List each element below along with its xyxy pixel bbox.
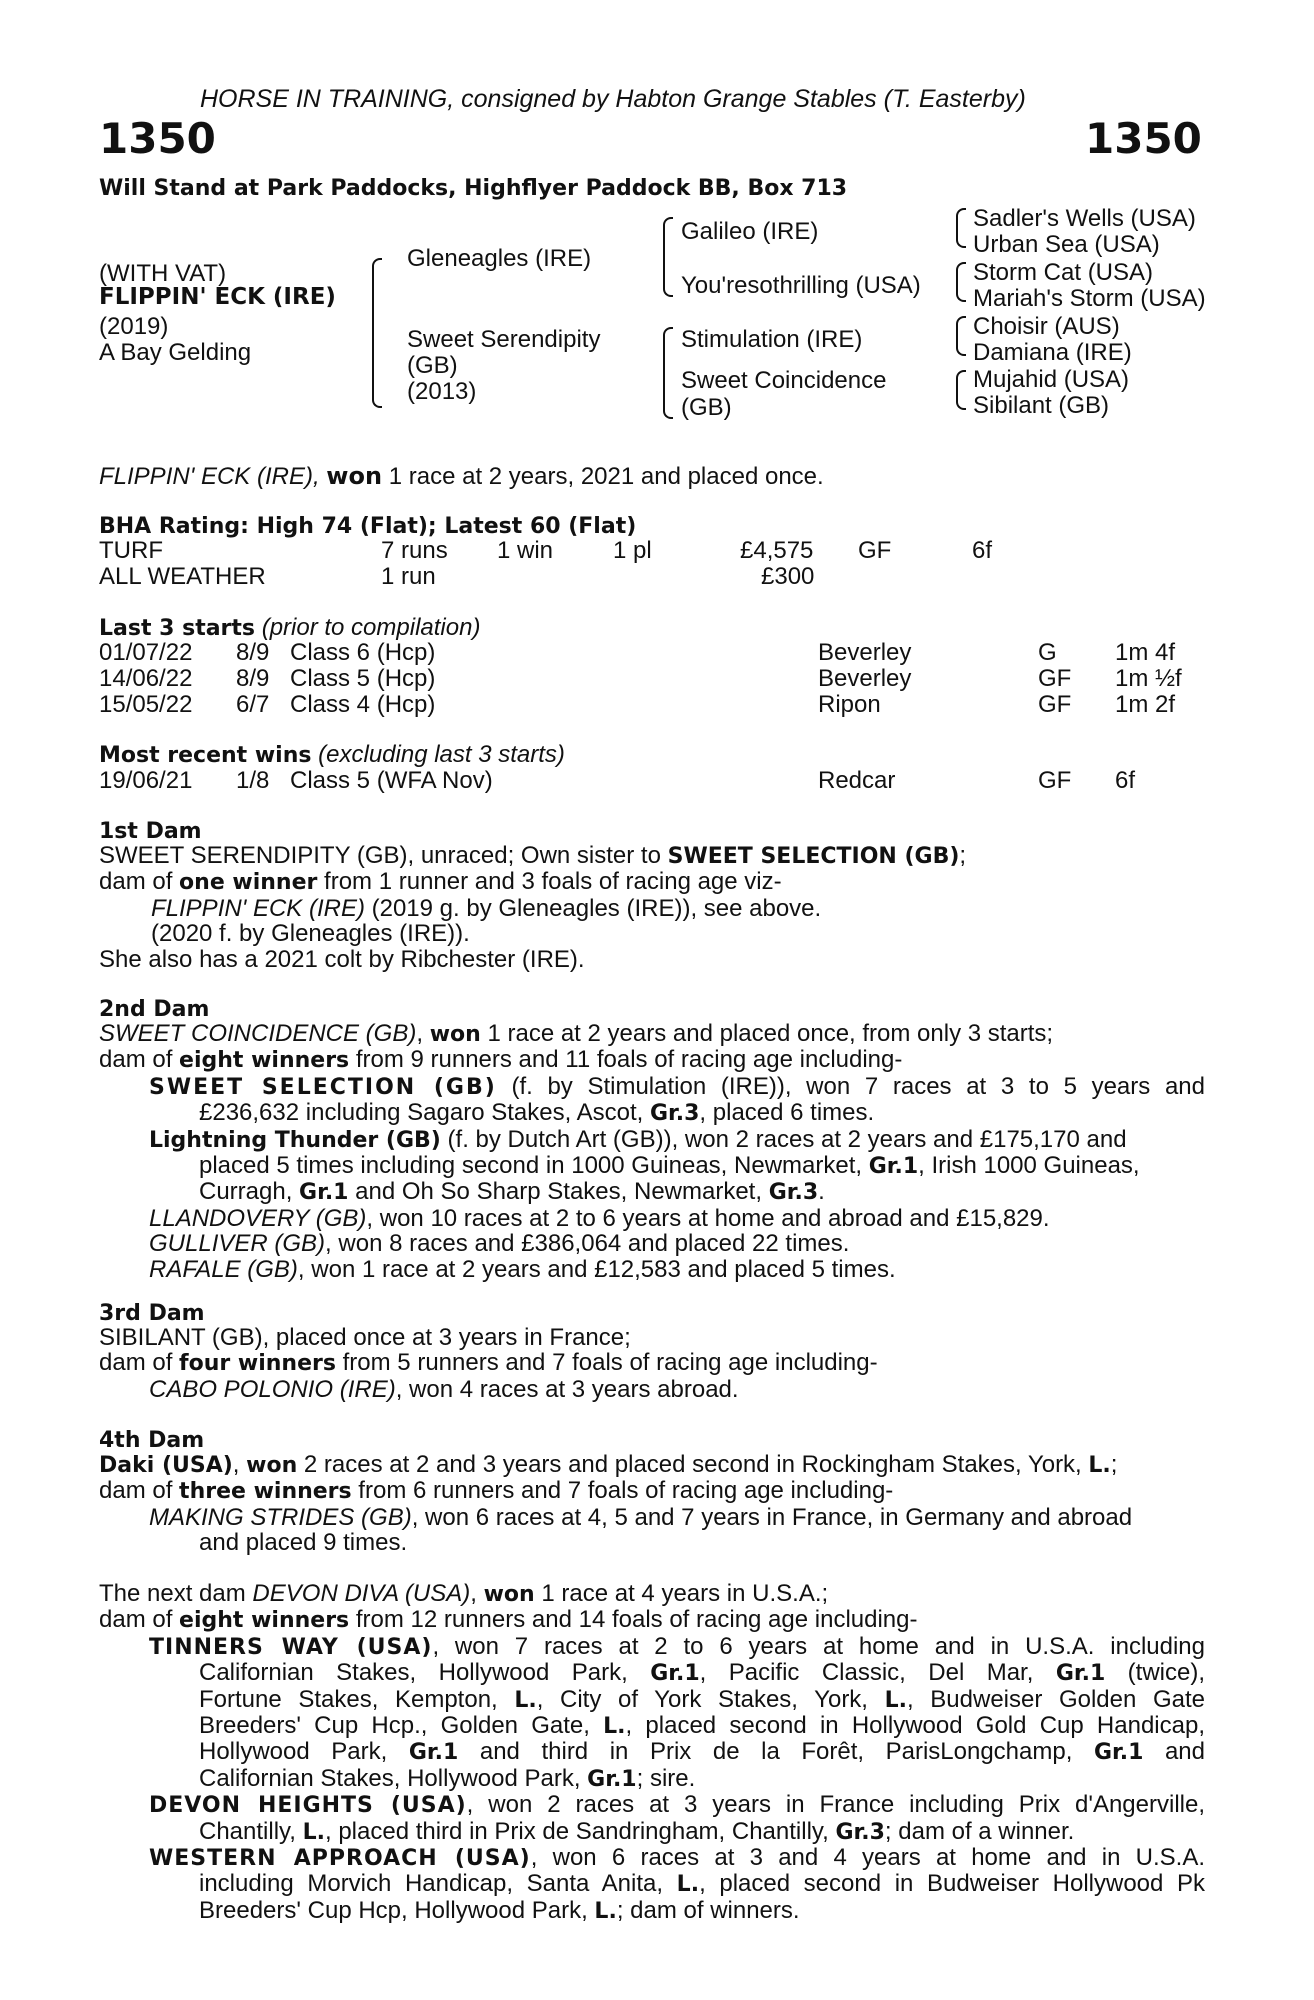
pedigree-brace-ds: [956, 316, 964, 356]
ancestor-dss: Choisir (AUS): [973, 313, 1120, 340]
text: , placed second in Budweiser Hollywood Pk: [699, 1870, 1206, 1898]
horse-name: FLIPPIN' ECK (IRE): [99, 284, 336, 310]
text: eight winners: [179, 1048, 350, 1074]
sire-sire: Galileo (IRE): [681, 218, 819, 245]
start-distance: 1m 4f: [1115, 639, 1176, 666]
text: , Irish 1000 Guineas,: [918, 1152, 1140, 1180]
text: DEVON DIVA (USA): [252, 1580, 471, 1607]
race-summary: [99, 464, 824, 489]
pedigree-brace-sire: [663, 217, 671, 297]
horse-description: A Bay Gelding: [99, 339, 252, 366]
text: Gr.1: [587, 1766, 637, 1792]
win-position: 1/8: [236, 767, 270, 794]
text: ; dam of winners.: [616, 1896, 800, 1924]
summary-horse-name: FLIPPIN' ECK (IRE),: [99, 463, 320, 490]
dam2-heading: 2nd Dam: [99, 997, 210, 1022]
text: , placed 6 times.: [699, 1099, 875, 1127]
text: dam of: [99, 1046, 180, 1074]
text: , won 7 races at 2 to 6 years at home and in U.S.A. including: [432, 1632, 1205, 1660]
recent-wins-note: (excluding last 3 starts): [318, 741, 565, 768]
text: and Oh So Sharp Stakes, Newmarket,: [348, 1178, 769, 1206]
text: , Budweiser Golden Gate: [907, 1685, 1206, 1713]
start-date: 01/07/22: [99, 639, 193, 666]
text: including Morvich Handicap, Santa Anita,: [199, 1870, 677, 1898]
text: Gr.3: [649, 1101, 700, 1127]
text: won: [483, 1582, 535, 1607]
text: Gr.1: [1093, 1740, 1144, 1766]
text: from 5 runners and 7 foals of racing age including-: [335, 1349, 878, 1377]
text: SWEET SELECTION (GB): [667, 844, 960, 869]
sire-dam: You'resothrilling (USA): [681, 272, 921, 299]
text: ,: [416, 1020, 430, 1047]
text: Californian Stakes, Hollywood Park,: [199, 1659, 651, 1687]
text: , City of York Stakes, York,: [536, 1685, 885, 1713]
rating-surface: ALL WEATHER: [99, 563, 266, 590]
lot-number-right: 1350: [1085, 114, 1202, 163]
dam-dam-country: (GB): [681, 394, 732, 421]
text: ,: [232, 1451, 247, 1478]
text: L.: [1088, 1453, 1111, 1478]
text: from 1 runner and 3 foals of racing age viz-: [317, 868, 782, 896]
text: Gr.1: [408, 1740, 459, 1766]
rating-surface: TURF: [99, 537, 163, 564]
text: (f. by Stimulation (IRE)), won 7 races at 3 to 5 years and: [496, 1072, 1205, 1100]
text: Gr.1: [1055, 1661, 1106, 1687]
text: , placed second in Hollywood Gold Cup Handicap,: [625, 1712, 1205, 1740]
text: Lightning Thunder (GB): [149, 1127, 441, 1153]
recent-wins-heading: Most recent wins: [99, 743, 312, 768]
text: 1 race at 2 years and placed once, from only 3 starts;: [480, 1020, 1054, 1047]
start-date: 14/06/22: [99, 665, 193, 692]
text: Gr.1: [650, 1661, 700, 1687]
start-course: Ripon: [818, 691, 881, 718]
start-position: 6/7: [236, 691, 270, 718]
text: 2 races at 2 and 3 years and placed second in Rockingham Stakes, York,: [297, 1451, 1089, 1478]
text: , won 1 race at 2 years and £12,583 and placed 5 times.: [297, 1255, 896, 1283]
text: dam of: [99, 1349, 180, 1377]
last-starts-note: (prior to compilation): [261, 614, 481, 641]
last-starts-title: [99, 615, 480, 641]
start-class: Class 4 (Hcp): [290, 691, 436, 718]
text: £236,632 including Sagaro Stakes, Ascot,: [199, 1099, 650, 1127]
ancestor-dsd: Damiana (IRE): [973, 339, 1132, 366]
text: three winners: [179, 1479, 352, 1505]
start-distance: 1m ½f: [1115, 665, 1182, 692]
text: L.: [514, 1687, 537, 1713]
text: four winners: [179, 1351, 336, 1377]
text: from 6 runners and 7 foals of racing age including-: [351, 1477, 894, 1505]
text: Curragh,: [199, 1178, 300, 1206]
text: ;: [959, 842, 967, 869]
text: Fortune Stakes, Kempton,: [199, 1685, 515, 1713]
text: Californian Stakes, Hollywood Park,: [199, 1764, 588, 1792]
dam-dam: Sweet Coincidence: [681, 367, 887, 394]
text: DEVON HEIGHTS (USA): [149, 1793, 467, 1819]
text: and third in Prix de la Forêt, ParisLongchamp,: [458, 1738, 1094, 1766]
text: MAKING STRIDES (GB): [149, 1503, 412, 1531]
rating-going: GF: [858, 537, 892, 564]
text: won: [246, 1453, 298, 1478]
ancestor-sss: Sadler's Wells (USA): [973, 205, 1196, 232]
text: , Pacific Classic, Del Mar,: [699, 1659, 1056, 1687]
pedigree-brace-sd: [956, 262, 964, 302]
rating-places: 1 pl: [613, 537, 652, 564]
ancestor-sds: Storm Cat (USA): [973, 259, 1154, 286]
text: (2019 g. by Gleneagles (IRE)), see above.: [364, 894, 822, 922]
text: Hollywood Park,: [199, 1738, 409, 1766]
text: CABO POLONIO (IRE): [149, 1375, 396, 1403]
ancestor-dds: Mujahid (USA): [973, 366, 1130, 393]
text: 1 race at 4 years in U.S.A.;: [534, 1580, 829, 1607]
rating-prize: £4,575: [740, 537, 814, 564]
win-class: Class 5 (WFA Nov): [290, 767, 493, 794]
text: Gr.3: [835, 1819, 885, 1845]
start-class: Class 5 (Hcp): [290, 665, 436, 692]
text: dam of: [99, 1606, 180, 1634]
ancestor-ssd: Urban Sea (USA): [973, 231, 1160, 258]
summary-text: 1 race at 2 years, 2021 and placed once.: [388, 463, 824, 490]
text: , placed third in Prix de Sandringham, Chantilly,: [324, 1817, 836, 1845]
dam-name: Sweet Serendipity: [407, 326, 601, 353]
summary-won: won: [326, 462, 383, 490]
sire-name: Gleneagles (IRE): [407, 245, 592, 272]
lot-number-left: 1350: [99, 114, 216, 163]
pedigree-brace-ss: [956, 208, 964, 248]
text: (2020 f. by Gleneagles (IRE)).: [151, 920, 470, 948]
rating-runs: 1 run: [381, 563, 436, 590]
dam-country: (GB): [407, 352, 458, 379]
text: one winner: [179, 870, 318, 896]
rating-prize: £300: [761, 563, 815, 590]
start-going: G: [1038, 639, 1057, 666]
text: won: [429, 1022, 481, 1047]
text: Gr.1: [868, 1154, 919, 1180]
text: from 9 runners and 11 foals of racing age including-: [349, 1046, 903, 1074]
win-going: GF: [1038, 767, 1072, 794]
start-going: GF: [1038, 665, 1072, 692]
text: SWEET SERENDIPITY (GB), unraced; Own sister to: [99, 842, 668, 869]
dam2-text: [99, 1021, 1205, 1282]
text: Breeders' Cup Hcp., Golden Gate,: [199, 1712, 604, 1740]
win-distance: 6f: [1115, 767, 1136, 794]
text: placed 5 times including second in 1000 Guineas, Newmarket,: [199, 1152, 869, 1180]
start-date: 15/05/22: [99, 691, 193, 718]
text: L.: [884, 1687, 907, 1713]
text: dam of: [99, 1477, 180, 1505]
dam1-heading: 1st Dam: [99, 819, 202, 844]
text: dam of: [99, 868, 180, 896]
text: Breeders' Cup Hcp, Hollywood Park,: [199, 1896, 595, 1924]
rating-runs: 7 runs: [381, 537, 448, 564]
ancestor-sdd: Mariah's Storm (USA): [973, 285, 1206, 312]
text: eight winners: [179, 1608, 350, 1634]
pedigree-brace-main: [372, 258, 380, 408]
recent-wins-title: [99, 742, 565, 768]
text: ;: [1110, 1451, 1118, 1478]
text: ; dam of a winner.: [884, 1817, 1075, 1845]
text: , won 6 races at 4, 5 and 7 years in France, in Germany and abroad: [411, 1503, 1133, 1531]
start-class: Class 6 (Hcp): [290, 639, 436, 666]
text: .: [818, 1178, 825, 1206]
text: , won 2 races at 3 years in France including Prix d'Angerville,: [466, 1791, 1206, 1819]
text: (f. by Dutch Art (GB)), won 2 races at 2 years and £175,170 and: [440, 1125, 1127, 1153]
pedigree-brace-dam: [663, 327, 671, 419]
ancestor-ddd: Sibilant (GB): [973, 392, 1110, 419]
text: Chantilly,: [199, 1817, 303, 1845]
rating-dist: 6f: [972, 537, 993, 564]
text: from 12 runners and 14 foals of racing age including-: [349, 1606, 918, 1634]
dam-sire: Stimulation (IRE): [681, 326, 863, 353]
text: ; sire.: [636, 1764, 696, 1792]
next-dam-text: [99, 1581, 1205, 1924]
start-position: 8/9: [236, 639, 270, 666]
dam1-text: [99, 843, 966, 972]
text: and: [1143, 1738, 1205, 1766]
start-course: Beverley: [818, 639, 912, 666]
text: L.: [302, 1819, 325, 1845]
rating-wins: 1 win: [497, 537, 554, 564]
text: L.: [603, 1714, 626, 1740]
win-course: Redcar: [818, 767, 896, 794]
consignment-line: HORSE IN TRAINING, consigned by Habton Grange Stables (T. Easterby): [200, 85, 1026, 113]
start-going: GF: [1038, 691, 1072, 718]
dam4-heading: 4th Dam: [99, 1428, 205, 1453]
start-position: 8/9: [236, 665, 270, 692]
text: SWEET COINCIDENCE (GB): [99, 1020, 417, 1047]
last-starts-heading: Last 3 starts: [99, 616, 256, 641]
dam4-text: [99, 1452, 1132, 1556]
text: L.: [676, 1872, 700, 1898]
text: ,: [470, 1580, 484, 1607]
text: SWEET SELECTION (GB): [149, 1074, 497, 1100]
text: and placed 9 times.: [199, 1529, 408, 1557]
start-distance: 1m 2f: [1115, 691, 1176, 718]
text: TINNERS WAY (USA): [149, 1634, 433, 1660]
text: Gr.3: [768, 1180, 819, 1206]
horse-year: (2019): [99, 313, 169, 340]
location-line: Will Stand at Park Paddocks, Highflyer Paddock BB, Box 713: [99, 176, 848, 201]
text: , won 10 races at 2 to 6 years at home and abroad and £15,829.: [366, 1204, 1050, 1232]
text: Gr.1: [299, 1180, 349, 1206]
text: GULLIVER (GB): [149, 1230, 326, 1258]
text: , won 4 races at 3 years abroad.: [395, 1375, 739, 1403]
vat-note: (WITH VAT): [99, 260, 227, 287]
text: (twice),: [1105, 1659, 1206, 1687]
pedigree-brace-dd: [956, 370, 964, 410]
dam3-heading: 3rd Dam: [99, 1301, 205, 1326]
text: L.: [594, 1898, 617, 1924]
text: FLIPPIN' ECK (IRE): [151, 894, 365, 922]
dam-year: (2013): [407, 378, 477, 405]
text: SIBILANT (GB), placed once at 3 years in France;: [99, 1324, 631, 1351]
text: Daki (USA): [99, 1453, 233, 1478]
text: , won 6 races at 3 and 4 years at home and in U.S.A.: [530, 1844, 1206, 1872]
text: She also has a 2021 colt by Ribchester (IRE).: [99, 945, 585, 973]
text: WESTERN APPROACH (USA): [149, 1846, 531, 1872]
dam3-text: [99, 1325, 878, 1402]
text: LLANDOVERY (GB): [149, 1204, 367, 1232]
text: RAFALE (GB): [149, 1255, 298, 1283]
win-date: 19/06/21: [99, 767, 193, 794]
text: , won 8 races and £386,064 and placed 22 times.: [325, 1230, 850, 1258]
text: The next dam: [99, 1580, 253, 1607]
start-course: Beverley: [818, 665, 912, 692]
bha-rating-title: BHA Rating: High 74 (Flat); Latest 60 (Flat): [99, 514, 637, 539]
